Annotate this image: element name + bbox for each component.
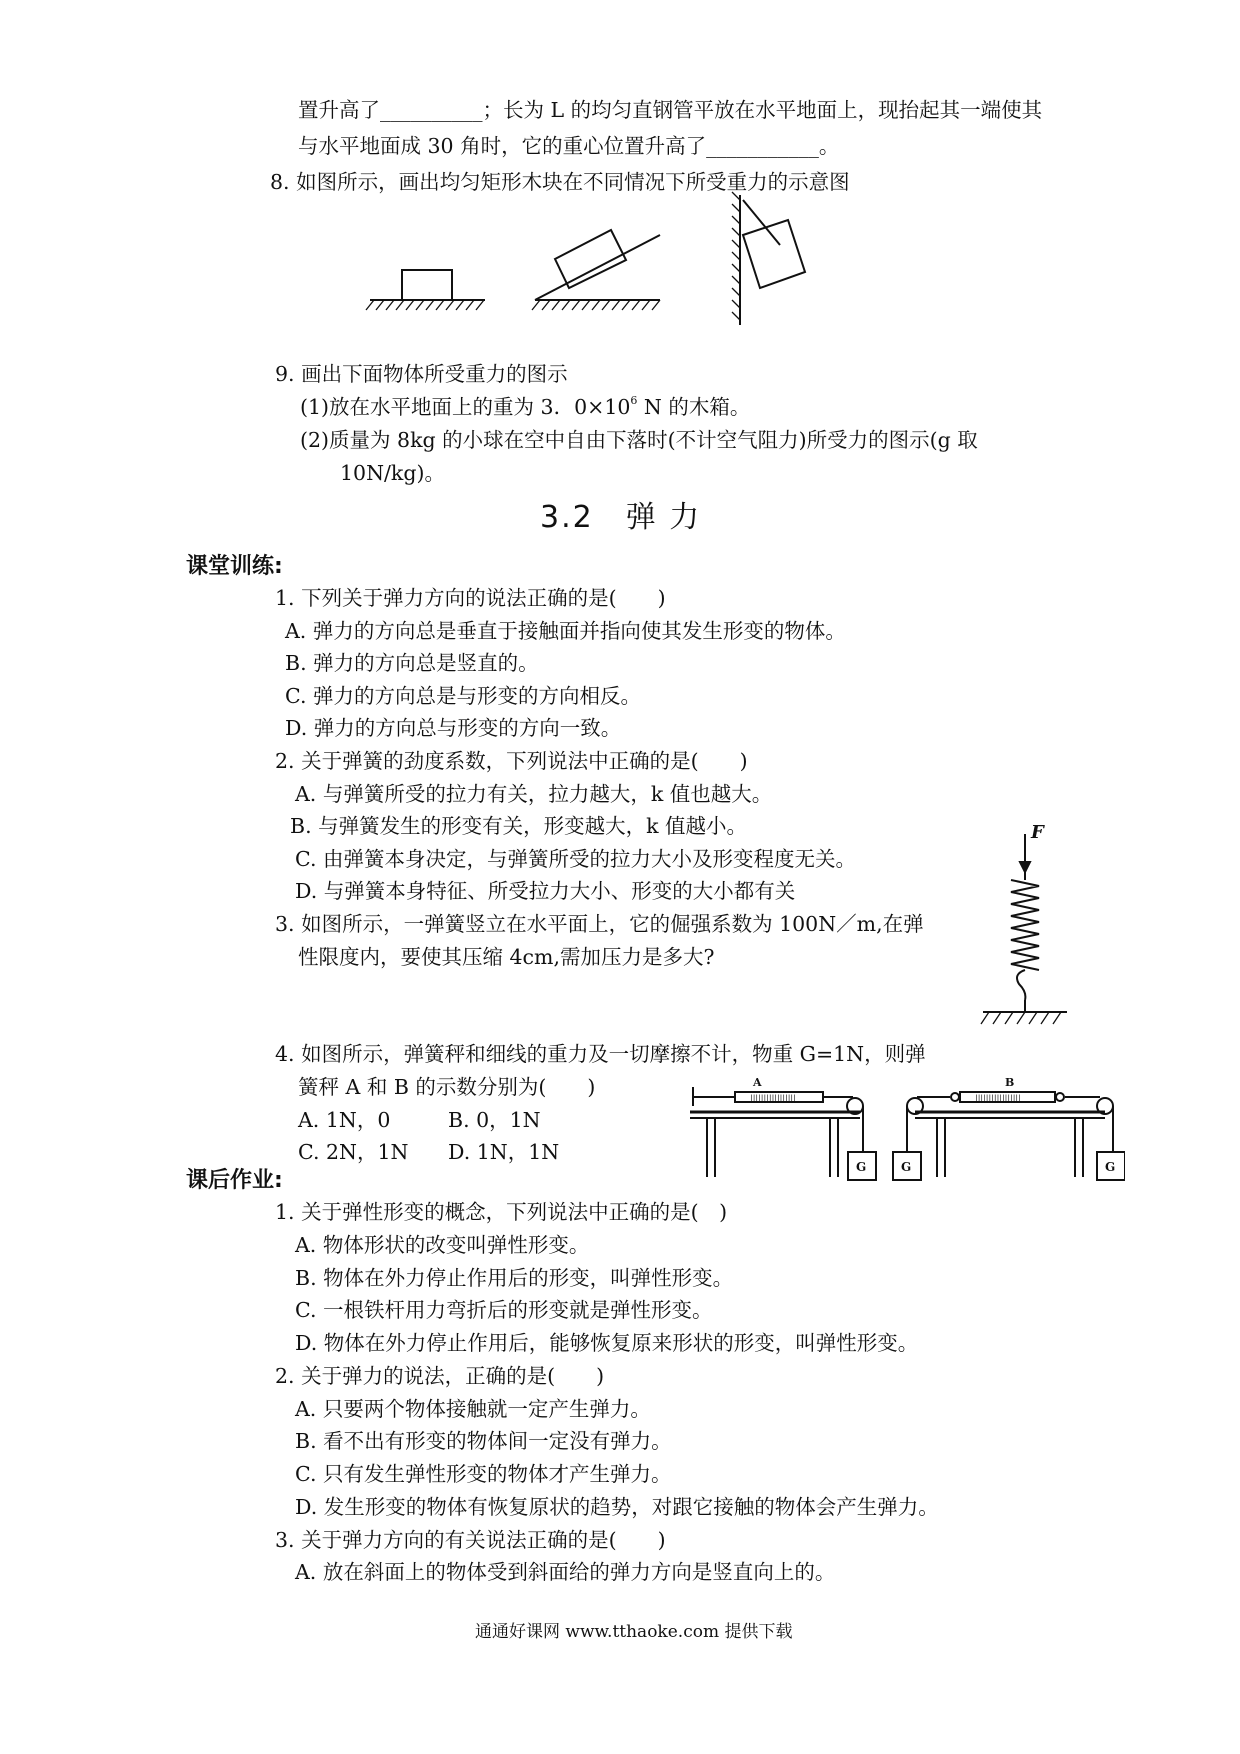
cq4-option: B. 0，1N [448, 1108, 541, 1132]
cq1-option: B. 弹力的方向总是竖直的。 [285, 651, 539, 675]
cq2-option: C. 由弹簧本身决定，与弹簧所受的拉力大小及形变程度无关。 [295, 847, 856, 871]
cq2-option: D. 与弹簧本身特征、所受拉力大小、形变的大小都有关 [295, 879, 796, 903]
question-9-item-2-cont: 10N/kg)。 [340, 461, 445, 485]
hq3-stem: 3. 关于弹力方向的有关说法正确的是( ) [275, 1528, 666, 1552]
q8-figure [360, 180, 920, 330]
cq3-line: 3. 如图所示，一弹簧竖立在水平面上，它的倔强系数为 100N／m,在弹 [275, 912, 924, 936]
page-footer: 通通好课网 www.tthaoke.com 提供下载 [475, 1622, 793, 1642]
class-heading: 课堂训练: [186, 554, 283, 579]
text-line: 置升高了__________；长为 L 的均匀直钢管平放在水平地面上，现抬起其一端使其 [298, 98, 1043, 122]
cq3-line: 性限度内，要使其压缩 4cm,需加压力是多大? [298, 945, 715, 969]
question-9-item-2: (2)质量为 8kg 的小球在空中自由下落时(不计空气阻力)所受力的图示(g 取 [300, 428, 978, 452]
cq2-stem: 2. 关于弹簧的劲度系数，下列说法中正确的是( ) [275, 749, 748, 773]
hq2-option: A. 只要两个物体接触就一定产生弹力。 [295, 1397, 651, 1421]
q9-item1-text: (1)放在水平地面上的重为 3．0×10 [300, 395, 631, 419]
weight-label: G [901, 1160, 912, 1174]
weight-label: G [856, 1160, 867, 1174]
cq1-option: D. 弹力的方向总与形变的方向一致。 [285, 716, 622, 740]
question-9-item-1 [300, 394, 751, 419]
cq4-line: 4. 如图所示，弹簧秤和细线的重力及一切摩擦不计，物重 G=1N，则弹 [275, 1042, 926, 1066]
hq2-option: D. 发生形变的物体有恢复原状的趋势，对跟它接触的物体会产生弹力。 [295, 1495, 939, 1519]
scales-figure [685, 1072, 1125, 1182]
text-line: 与水平地面成 30 角时，它的重心位置升高了___________。 [298, 134, 840, 158]
weight-label: G [1105, 1160, 1116, 1174]
svg-text:|||||||||||||||||: ||||||||||||||||| [975, 1094, 1021, 1103]
cq1-option: A. 弹力的方向总是垂直于接触面并指向使其发生形变的物体。 [285, 619, 846, 643]
cq1-stem: 1. 下列关于弹力方向的说法正确的是( ) [275, 586, 666, 610]
cq1-option: C. 弹力的方向总是与形变的方向相反。 [285, 684, 641, 708]
scale-a-label: A [753, 1076, 762, 1089]
hq1-stem: 1. 关于弹性形变的概念，下列说法中正确的是( ) [275, 1200, 728, 1224]
hq3-option: A. 放在斜面上的物体受到斜面给的弹力方向是竖直向上的。 [295, 1560, 836, 1584]
hq1-option: C. 一根铁杆用力弯折后的形变就是弹性形变。 [295, 1298, 713, 1322]
scale-b-label: B [1005, 1076, 1015, 1089]
question-9: 9. 画出下面物体所受重力的图示 [275, 362, 568, 386]
hq1-option: A. 物体形状的改变叫弹性形变。 [295, 1233, 590, 1257]
cq4-option: D. 1N，1N [448, 1140, 560, 1164]
q9-item1-unit: N 的木箱。 [637, 395, 751, 419]
q9-item1-exponent: 6 [630, 394, 638, 408]
section-title: 3.2 弹 力 [540, 500, 702, 535]
cq4-line: 簧秤 A 和 B 的示数分别为( ) [298, 1075, 596, 1099]
spring-figure [975, 820, 1075, 1035]
question-8: 8. 如图所示，画出均匀矩形木块在不同情况下所受重力的示意图 [270, 170, 850, 194]
cq4-option: C. 2N，1N [298, 1140, 409, 1164]
hq2-option: B. 看不出有形变的物体间一定没有弹力。 [295, 1429, 672, 1453]
cq2-option: B. 与弹簧发生的形变有关，形变越大，k 值越小。 [290, 814, 748, 838]
svg-text:|||||||||||||||||: ||||||||||||||||| [750, 1094, 796, 1103]
homework-heading: 课后作业: [186, 1168, 283, 1193]
cq4-option: A. 1N，0 [298, 1108, 391, 1132]
hq1-option: D. 物体在外力停止作用后，能够恢复原来形状的形变，叫弹性形变。 [295, 1331, 919, 1355]
hq2-stem: 2. 关于弹力的说法，正确的是( ) [275, 1364, 605, 1388]
cq2-option: A. 与弹簧所受的拉力有关，拉力越大，k 值也越大。 [295, 782, 773, 806]
hq2-option: C. 只有发生弹性形变的物体才产生弹力。 [295, 1462, 672, 1486]
force-label: F [1031, 822, 1044, 843]
hq1-option: B. 物体在外力停止作用后的形变，叫弹性形变。 [295, 1266, 734, 1290]
